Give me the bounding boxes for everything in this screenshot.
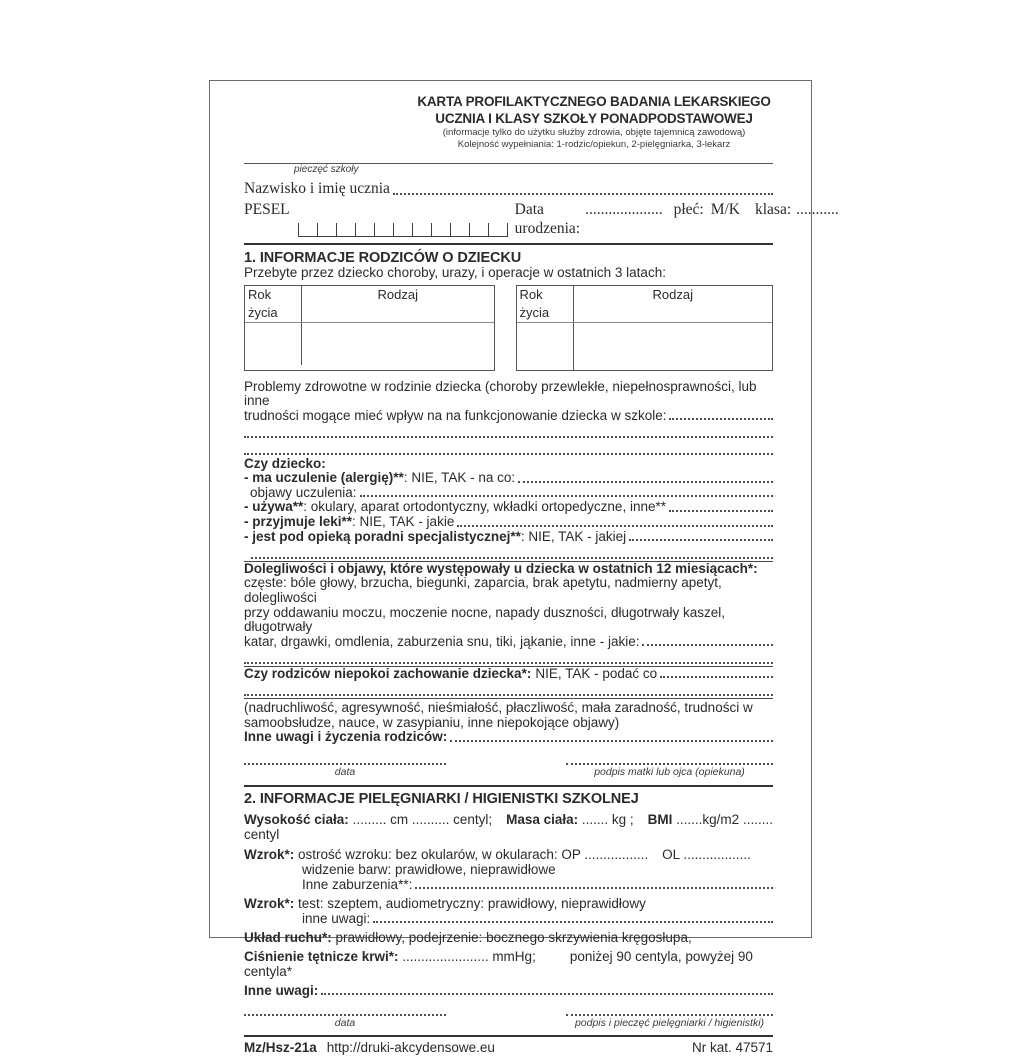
- movement-line: Układ ruchu*: prawidłowy, podejrzenie: bocznego skrzywienia kręgosłupa,: [244, 929, 692, 945]
- allergy-line: - ma uczulenie (alergię)** : NIE, TAK - na co:: [244, 471, 773, 486]
- section1-intro: Przebyte przez dziecko choroby, urazy, i operacje w ostatnich 3 latach:: [244, 265, 666, 280]
- meds-field: [457, 525, 773, 527]
- allergy-field: [518, 481, 773, 483]
- parent-remarks-field: [450, 740, 773, 742]
- student-name-row: [244, 179, 773, 198]
- parent-signature-row: [244, 761, 773, 779]
- form-title-line2: UCZNIA I KLASY SZKOŁY PONADPODSTAWOWEJ: [435, 110, 753, 126]
- form-note-order: Kolejność wypełniania: 1-rodzic/opiekun, 2-pielęgniarka, 3-lekarz: [457, 138, 731, 150]
- symptoms-field: [642, 644, 773, 646]
- nurse-signature-caption: podpis i pieczęć pielęgniarki / higienistki): [574, 1016, 765, 1029]
- nurse-signature-field: [566, 1012, 773, 1016]
- uses-line: - używa** : okulary, aparat ortodontyczny, wkładki ortopedyczne, inne**: [244, 500, 773, 515]
- behavior-note-divider: [244, 698, 773, 699]
- class-field: ...........: [796, 201, 839, 218]
- allergy-symptoms-line: objawy uczulenia:: [244, 486, 773, 501]
- date-caption: data: [334, 1016, 356, 1029]
- date-caption: data: [334, 765, 356, 778]
- medical-form-page: [209, 80, 839, 1055]
- symptoms-line2: przy oddawaniu moczu, moczenie nocne, napady duszności, długotrwały kaszel, długotrwały: [244, 604, 726, 635]
- section2-heading: 2. INFORMACJE PIELĘGNIARKI / HIGIENISTKI SZKOLNEJ: [244, 790, 639, 807]
- dotted-line: [244, 681, 773, 696]
- hearing-other-field: [373, 921, 773, 923]
- date-signature-block: [244, 761, 446, 779]
- table-col-age: Rok życia: [517, 286, 574, 322]
- student-name-label: Nazwisko i imię ucznia: [244, 180, 390, 197]
- uses-field: [669, 510, 773, 512]
- table-col-kind: Rodzaj: [377, 286, 418, 302]
- parent-signature-field: [566, 761, 773, 765]
- pesel-label: PESEL: [244, 201, 290, 218]
- birth-date-label: Data urodzenia:: [514, 201, 581, 237]
- sex-value: M/K: [710, 201, 740, 218]
- illness-table-right: [516, 285, 773, 371]
- pesel-row: [244, 200, 839, 238]
- form-title-line1: KARTA PROFILAKTYCZNEGO BADANIA LEKARSKIEGO: [417, 94, 771, 109]
- vision-line: Wzrok*: ostrość wzroku: bez okularów, w okularach: OP ................. OL ..................: [244, 846, 751, 862]
- section1-divider: [244, 243, 773, 245]
- nurse-remarks-field: [321, 993, 773, 995]
- dotted-line: [251, 544, 773, 559]
- dotted-line: [244, 649, 773, 664]
- clinic-field: [629, 539, 773, 541]
- form-header: [415, 94, 773, 150]
- table-col-age: Rok życia: [245, 286, 302, 322]
- clinic-line: - jest pod opieką poradni specjalistycznej** : NIE, TAK - jakiej: [244, 530, 773, 545]
- form-footer: [244, 1038, 773, 1057]
- school-stamp-label: pieczęć szkoły: [294, 164, 359, 175]
- parent-signature-block: [566, 761, 773, 779]
- allergy-symptoms-field: [360, 495, 773, 497]
- vision-other-line: Inne zaburzenia**:: [244, 877, 773, 892]
- behavior-line: Czy rodziców niepokoi zachowanie dziecka*: NIE, TAK - podać co: [244, 667, 773, 682]
- family-problems-line1: Problemy zdrowotne w rodzinie dziecka (choroby przewlekłe, niepełnosprawności, lub inne: [244, 378, 757, 409]
- measurements-line: Wysokość ciała: ......... cm .......... centyl; Masa ciała: ....... kg ; BMI .......kg/m2 ........ centyl: [244, 811, 773, 842]
- student-name-field: [393, 193, 773, 195]
- symptoms-heading: Dolegliwości i objawy, które występowały u dziecka w ostatnich 12 miesiącach*:: [244, 560, 758, 576]
- blood-pressure-line: Ciśnienie tętnicze krwi*: ....................... mmHg; poniżej 90 centyla, powyżej 90 centyla*: [244, 948, 753, 979]
- printer-url: http://druki-akcydensowe.eu: [326, 1039, 495, 1055]
- form-code: Mz/Hsz-21a: [244, 1039, 317, 1055]
- hearing-line: Wzrok*: test: szeptem, audiometryczny: prawidłowy, nieprawidłowy: [244, 895, 646, 911]
- nurse-signature-block: [566, 1012, 773, 1030]
- meds-line: - przyjmuje leki** : NIE, TAK - jakie: [244, 515, 773, 530]
- nurse-signature-row: [244, 1012, 773, 1030]
- class-label: klasa:: [755, 201, 792, 218]
- dotted-line: [244, 440, 773, 455]
- vision-colors-line: widzenie barw: prawidłowe, nieprawidłowe: [302, 861, 556, 877]
- czy-dziecko-heading: Czy dziecko:: [244, 455, 326, 471]
- behavior-note-line2: samoobsłudze, nauce, w zasypianiu, inne niepokojące objawy): [244, 714, 620, 730]
- family-problems-line2: trudności mogące mieć wpływ na na funkcjonowanie dziecka w szkole:: [244, 409, 773, 424]
- vision-other-field: [415, 887, 773, 889]
- birth-date-field: ....................: [585, 201, 663, 218]
- behavior-note-line1: (nadruchliwość, agresywność, nieśmiałość, płaczliwość, mała zaradność, trudności w: [244, 700, 753, 716]
- section1-heading: 1. INFORMACJE RODZICÓW O DZIECKU: [244, 250, 522, 266]
- nurse-remarks-line: Inne uwagi:: [244, 983, 773, 998]
- hearing-other-line: inne uwagi:: [244, 911, 773, 926]
- date-field: [244, 761, 446, 765]
- catalog-number: Nr kat. 47571: [691, 1039, 773, 1055]
- form-note-confidential: (informacje tylko do użytku służby zdrowia, objęte tajemnicą zawodową): [442, 127, 746, 138]
- table-col-kind: Rodzaj: [652, 286, 693, 302]
- date-field: [244, 1012, 446, 1016]
- sex-label: płeć:: [673, 201, 704, 218]
- pesel-digit-boxes: [298, 223, 508, 237]
- section2-divider: [244, 785, 773, 787]
- footer-divider: [244, 1035, 773, 1037]
- illness-tables: [244, 285, 773, 371]
- parent-signature-caption: podpis matki lub ojca (opiekuna): [594, 765, 745, 778]
- date-signature-block: [244, 1012, 446, 1030]
- parent-remarks-line: Inne uwagi i życzenia rodziców:: [244, 730, 773, 745]
- illness-table-left: [244, 285, 495, 371]
- dotted-line: [244, 423, 773, 438]
- symptoms-line3: katar, drgawki, omdlenia, zaburzenia snu, tiki, jąkanie, inne - jakie:: [244, 635, 773, 650]
- symptoms-line1: częste: bóle głowy, brzucha, biegunki, zaparcia, brak apetytu, nadmierny apetyt, dolegliwości: [244, 575, 722, 605]
- family-problems-field: [669, 418, 773, 420]
- behavior-field: [660, 676, 773, 678]
